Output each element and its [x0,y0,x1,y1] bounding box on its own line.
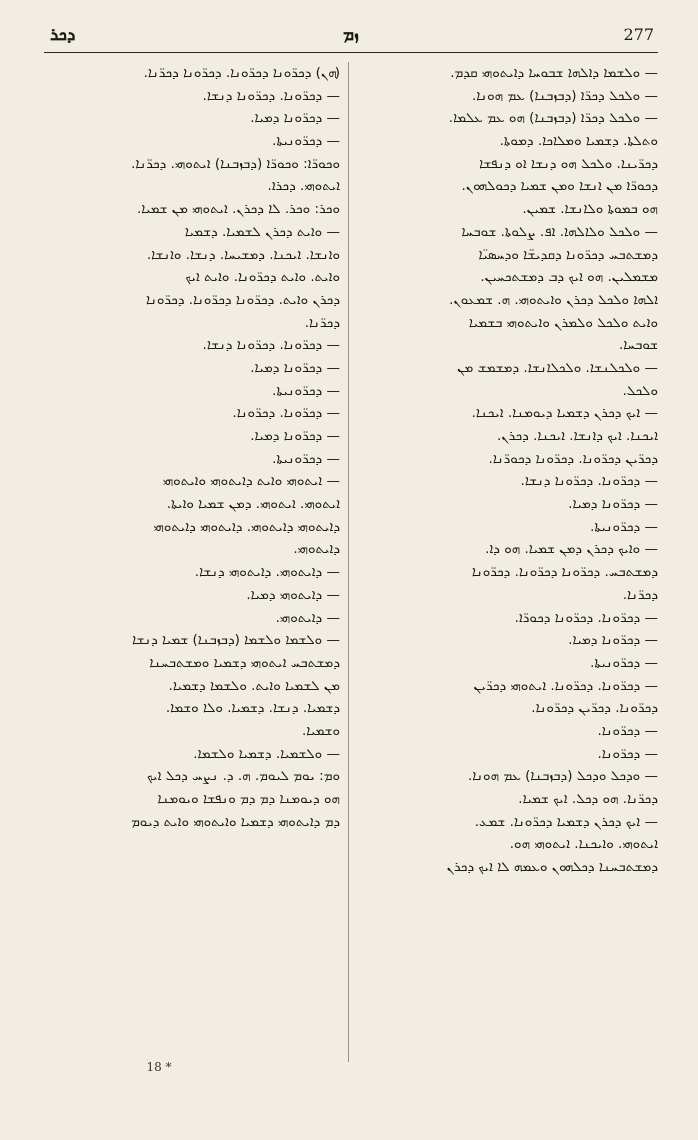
text-line: — ܕܟܪ̈ܘܢܐ. ܕܟܪ̈ܘܢܐ. ܐܝܬܘܗܝ ܕܟܪ̈ܝܢ [473,677,658,694]
text-line: ܕܡܫܬܒܚܢܐ ܕܟܠܗܘܢ ܘܥܡܗ ܠܐ ܐܝܟ ܕܟܪܢ [446,859,658,876]
header-rule [44,52,658,53]
text-line: ܕܐܝܬܘܗܝ ܕܐܝܬܘܗܝ. ܕܐܝܬܘܗܝ ܕܐܝܬܘܗܝ [153,518,340,535]
signature-mark: 18 * [146,1060,172,1074]
text-line: — ܕܟܪ̈ܘܢܝܬܐ. [590,518,658,535]
text-line: ܘܫܡܝܐ. [301,722,340,739]
text-line: — ܐܝܬܘܗܝ ܘܐܝܬ ܕܐܝܬܘܗܝ ܘܐܝܬܘܗܝ [162,473,340,490]
text-line: — ܕܐܝܬܘܗܝ ܕܡܝܐ. [246,586,340,603]
text-line: — ܐܝܟ ܕܟܪܢ ܕܫܡܝܐ ܕܝܘܡܢܐ. ܐܝܟܢܐ. [471,405,658,422]
text-line: ܕܟܪ̈ܘܢܐ. ܕܟܪ̈ܝܢ ܕܟܪ̈ܘܢܐ. [531,700,658,717]
text-line: (ܗܢ) ܕܟܪ̈ܘܢܐ ܕܟܪ̈ܘܢܐ. ܕܟܪ̈ܘܢܐ ܕܟܪ̈ܢܐ. [143,65,340,81]
text-line: ܕܡܫܬܒܚ. ܕܟܪ̈ܘܢܐ ܕܟܪ̈ܘܢܐ. ܕܟܪ̈ܘܢܐ [471,564,658,581]
text-line: — ܘܠܟܠܢܫܐ. ܘܠܟܠܐܢܫܐ. ܕܡܫܡܫ ܡܢ [457,359,658,376]
text-line: ܕܟܘܪ̈ܐ ܡܢ ܐܢܫܐ ܘܡܢ ܫܡܝܐ ܕܟܘܠܗܘܢ. [461,178,658,195]
text-line: ܘܡ: ܝܘܡ ܠܝܘܡ. ܗ. ܕ. ܢܨܚ ܕܟܠ ܐܝܟ [146,768,340,785]
text-line: — ܕܐܝܬܘܗܝ. [275,609,340,626]
text-line: — ܕܟܪ̈ܘܢܝܬܐ. [272,450,340,467]
text-line: — ܕܟܪ̈ܘܢܐ. ܕܟܪ̈ܘܢܐ. [232,405,340,422]
text-line: ܘܠܟܠ. [622,382,658,399]
text-line: ܫܘܒܚܐ. [618,337,658,354]
text-line: — ܕܟܪ̈ܘܢܐ. [597,745,658,762]
text-line: — ܕܟܪ̈ܘܢܐ ܕܡܝܐ. [250,359,340,376]
text-line: ܘܐܢܫܐ. ܐܝܟܢܐ. ܕܡܫܝܚܐ. ܕܢܫܐ. ܘܐܢܫܐ. [146,246,340,263]
text-line: — ܕܟܪ̈ܘܢܐ ܕܡܝܐ. [568,632,658,649]
text-line: ܕܟܪ̈ܢܐ. [622,586,658,603]
right-column [362,62,658,879]
text-line: ܐܠܗܐ ܘܠܟܠ ܕܟܪܢ ܘܐܝܬܘܗܝ. ܗ. ܫܡܥܘܢ. [449,291,658,308]
text-line: — ܕܟܪ̈ܘܢܝܬܐ. [590,654,658,671]
text-line: — ܘܕܟܠ ܘܕܟܠ (ܕܒܙܒܢܐ) ܥܡ ܗܘܢܐ. [467,768,658,785]
text-line: ܕܡܫܬܒܚ ܐܝܬܘܗܝ ܕܫܡܝܐ ܘܡܫܬܒܚܢܐ [149,654,340,671]
text-line: ܡܫܡܠܝܢ. ܗܘ ܐܝܟ ܕܒ ܕܡܫܬܟܚܝܢ. [480,269,658,286]
text-line: — ܕܟܪ̈ܘܢܐ ܕܡܝܐ. [250,110,340,127]
text-line: — ܘܐܝܬ ܕܟܪܢ ܠܫܡܝܐ. ܕܫܡܝܐ [184,223,340,240]
text-line: — ܕܟܪ̈ܘܢܐ. ܕܟܪ̈ܘܢܐ ܕܢܫܐ. [202,87,340,104]
header-root-center: ܙܡ [343,25,359,45]
text-line: — ܕܟܪ̈ܘܢܐ ܕܡܝܐ. [568,496,658,513]
text-line: ܡܢ ܠܫܡܝܐ ܘܐܝܬ. ܘܠܫܡܐ ܕܫܡܝܐ. [168,677,340,694]
text-line: ܕܟܪ̈ܝܢܐ. ܘܠܟܠ ܗܘ ܕܢܫܐ ܐܘ ܕܢܦܫܐ [479,155,658,172]
text-line: ܘܬܠܬܐ. ܕܫܡܝܐ ܘܡܠܐܟܐ. ܕܡܘܬܐ. [499,133,658,150]
text-line: ܗܘ ܒܡܘܬܐ ܘܠܐܢܫܐ. ܫܡܝܢ. [522,201,658,218]
text-line: ܘܟܘܪ̈ܐ: ܘܟܘܪ̈ܐ (ܕܒܙܒܢܐ) ܐܝܬܘܗܝ. ܕܟܪ̈ܢܐ. [131,155,340,172]
text-line: — ܕܐܝܬܘܗܝ. ܕܐܝܬܘܗܝ ܕܢܫܐ. [194,564,340,581]
text-line: ܕܟܪ̈ܢܐ. [304,314,340,331]
page-number: 277 [623,25,654,44]
left-column [44,62,340,833]
text-line: ܐܝܬܘܗܝ. ܘܐܝܟܢܐ. ܐܝܬܘܗܝ ܗܘ. [509,836,658,853]
text-columns [44,62,658,1062]
text-line: ܘܐܝܬ. ܘܐܝܬ ܕܟܪ̈ܘܢܐ. ܘܐܝܬ ܐܝܟ [185,269,340,286]
text-line: — ܘܠܟܠ ܘܠܐܠܗܐ. ܐܦ. ܨܠܘܬܐ. ܫܘܒܚܐ [461,223,658,240]
text-line: — ܘܠܫܡܝܐ. ܕܫܡܝܐ ܘܠܫܡܐ. [193,745,340,762]
text-line: ܕܡ ܕܐܝܬܘܗܝ ܕܫܡܝܐ ܘܐܝܬܘܗܝ ܘܐܝܬ ܕܝܘܡ [131,813,340,830]
text-line: — ܕܟܪ̈ܘܢܐ. [597,722,658,739]
text-line: ܘܟܪ: ܘܟܪ. ܠܐ ܕܟܪܢ. ܐܝܬܘܗܝ ܡܢ ܫܡܝܐ. [136,201,340,218]
text-line: — ܕܟܪ̈ܘܢܝܬܐ. [272,382,340,399]
column-divider [348,62,349,1062]
running-header [44,24,658,46]
header-catchword-left: ܕܟܪ [50,25,76,45]
text-line: ܕܐܝܬܘܗܝ. [293,541,340,558]
text-line: ܘܐܝܬ ܘܠܟܠ ܘܠܡܪܢ ܘܐܝܬܘܗܝ ܒܫܡܝܐ [468,314,658,331]
text-line: — ܘܠܫܡܐ ܘܠܫܡܐ (ܕܒܙܒܢܐ) ܫܡܝܐ ܕܢܫܐ [132,632,340,649]
text-line: — ܘܐܝܟ ܕܟܪܢ ܕܡܢ ܫܡܝܐ. ܗܘ ܕܐ. [485,541,658,558]
text-line: ܐܝܬܘܗܝ. ܐܝܬܘܗܝ. ܕܡܢ ܫܡܝܐ ܘܐܝܬܐ. [166,496,340,513]
text-line: — ܕܟܪ̈ܘܢܐ ܕܡܝܐ. [250,428,340,444]
text-line: ܕܫܡܝܐ. ܕܢܫܐ. ܕܫܡܝܐ. ܘܠܐ ܘܫܡܐ. [165,700,340,717]
text-line: — ܕܟܪ̈ܘܢܝܬܐ. [272,133,340,150]
text-line: — ܘܠܫܡܐ ܕܐܠܗܐ ܫܒܘܚܐ ܕܐܝܬܘܗܝ ܩܕܡ. [450,65,658,81]
text-line: ܕܡܫܬܒܚ ܕܟܪ̈ܘܢܐ ܕܩܕܝܫ̈ܐ ܘܕܚܣܝ̈ܐ [478,246,658,263]
text-line: — ܘܠܟܠ ܕܟܪ̈ܐ (ܕܒܙܒܢܐ) ܥܡ ܗܘܢܐ. [471,87,658,104]
text-line: — ܕܟܪ̈ܘܢܐ. ܕܟܪ̈ܘܢܐ ܕܟܘܪ̈ܐ. [514,609,658,626]
text-line: ܕܟܪ̈ܝܢ ܕܟܪ̈ܘܢܐ. ܕܟܪ̈ܘܢܐ ܕܟܘܪ̈ܢܐ. [488,450,658,467]
text-line: — ܕܟܪ̈ܘܢܐ. ܕܟܪ̈ܘܢܐ ܕܢܫܐ. [202,337,340,354]
text-line: ܕܟܪܢ ܘܐܝܬ. ܕܟܪ̈ܘܢܐ ܕܟܪ̈ܘܢܐ. ܕܟܪ̈ܘܢܐ [146,291,340,308]
text-line: — ܕܟܪ̈ܘܢܐ. ܕܟܪ̈ܘܢܐ ܕܢܫܐ. [520,473,658,490]
text-line: ܐܝܬܘܗܝ. ܕܟܪܐ. [267,178,340,195]
text-line: ܗܘ ܕܝܘܡܢܐ ܕܡ ܕܡ ܘܢܦܫܐ ܘܝܘܡܢܐ [157,791,340,807]
text-line: — ܘܠܟܠ ܕܟܪ̈ܐ (ܕܒܙܒܢܐ) ܗܘ ܥܡ ܥܠܡܐ. [448,110,658,127]
text-line: ܐܝܟܢܐ. ܐܝܟ ܕܐܢܫܐ. ܐܝܟܢܐ. ܕܟܪܢ. [497,428,658,444]
text-line: — ܐܝܟ ܕܟܪܢ ܕܫܡܝܐ ܕܟܪ̈ܘܢܐ. ܫܡܥ. [474,813,658,830]
text-line: ܕܟܪ̈ܢܐ. ܗܘ ܕܟܠ. ܐܝܟ ܫܡܝܐ. [518,791,658,807]
